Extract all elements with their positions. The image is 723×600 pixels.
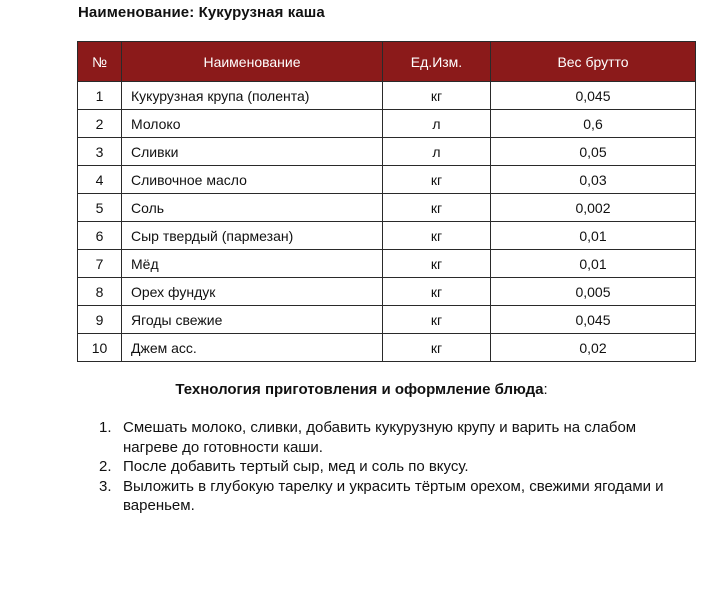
technology-heading-text: Технология приготовления и оформление блюда	[175, 381, 544, 398]
row-number: 7	[78, 250, 122, 278]
row-number: 8	[78, 278, 122, 306]
row-number: 1	[78, 82, 122, 110]
row-name: Кукурузная крупа (полента)	[122, 82, 383, 110]
row-weight: 0,6	[491, 110, 696, 138]
row-weight: 0,045	[491, 82, 696, 110]
technology-heading	[0, 381, 723, 398]
row-unit: кг	[383, 334, 491, 362]
row-unit: л	[383, 110, 491, 138]
step-item	[95, 457, 665, 477]
step-number: 1.	[99, 419, 112, 436]
row-weight: 0,02	[491, 334, 696, 362]
table-header-row	[78, 42, 696, 82]
row-name: Сыр твердый (пармезан)	[122, 222, 383, 250]
row-unit: кг	[383, 166, 491, 194]
row-number: 6	[78, 222, 122, 250]
row-unit: кг	[383, 222, 491, 250]
step-item	[95, 418, 665, 457]
row-weight: 0,01	[491, 222, 696, 250]
row-weight: 0,03	[491, 166, 696, 194]
row-name: Соль	[122, 194, 383, 222]
table-row	[78, 194, 696, 222]
table-row	[78, 138, 696, 166]
row-unit: кг	[383, 250, 491, 278]
ingredients-table	[77, 41, 696, 362]
row-weight: 0,002	[491, 194, 696, 222]
header-number: №	[78, 42, 122, 82]
step-text: После добавить тертый сыр, мед и соль по вкусу.	[123, 458, 469, 475]
row-unit: кг	[383, 278, 491, 306]
row-unit: кг	[383, 306, 491, 334]
row-number: 10	[78, 334, 122, 362]
row-name: Ягоды свежие	[122, 306, 383, 334]
table-header	[78, 42, 696, 82]
row-name: Сливочное масло	[122, 166, 383, 194]
row-weight: 0,045	[491, 306, 696, 334]
technology-heading-colon: :	[543, 381, 548, 398]
row-number: 9	[78, 306, 122, 334]
table-row	[78, 278, 696, 306]
preparation-steps	[95, 418, 665, 516]
header-weight: Вес брутто	[491, 42, 696, 82]
row-weight: 0,01	[491, 250, 696, 278]
step-text: Смешать молоко, сливки, добавить кукурузную крупу и варить на слабом нагреве до готовности каши.	[123, 419, 637, 456]
step-number: 2.	[99, 458, 112, 475]
row-unit: л	[383, 138, 491, 166]
row-name: Сливки	[122, 138, 383, 166]
step-text: Выложить в глубокую тарелку и украсить тёртым орехом, свежими ягодами и вареньем.	[123, 477, 664, 514]
row-name: Мёд	[122, 250, 383, 278]
table-row	[78, 306, 696, 334]
row-name: Джем асс.	[122, 334, 383, 362]
table-row	[78, 250, 696, 278]
row-name: Орех фундук	[122, 278, 383, 306]
row-weight: 0,05	[491, 138, 696, 166]
header-name: Наименование	[122, 42, 383, 82]
row-name: Молоко	[122, 110, 383, 138]
row-weight: 0,005	[491, 278, 696, 306]
row-number: 5	[78, 194, 122, 222]
row-unit: кг	[383, 82, 491, 110]
table-row	[78, 222, 696, 250]
row-number: 3	[78, 138, 122, 166]
header-unit: Ед.Изм.	[383, 42, 491, 82]
table-row	[78, 82, 696, 110]
step-item	[95, 477, 665, 516]
step-number: 3.	[99, 477, 112, 495]
row-number: 4	[78, 166, 122, 194]
row-unit: кг	[383, 194, 491, 222]
row-number: 2	[78, 110, 122, 138]
table-row	[78, 334, 696, 362]
table-body	[78, 82, 696, 362]
table-row	[78, 110, 696, 138]
table-row	[78, 166, 696, 194]
document-title: Наименование: Кукурузная каша	[78, 4, 325, 21]
